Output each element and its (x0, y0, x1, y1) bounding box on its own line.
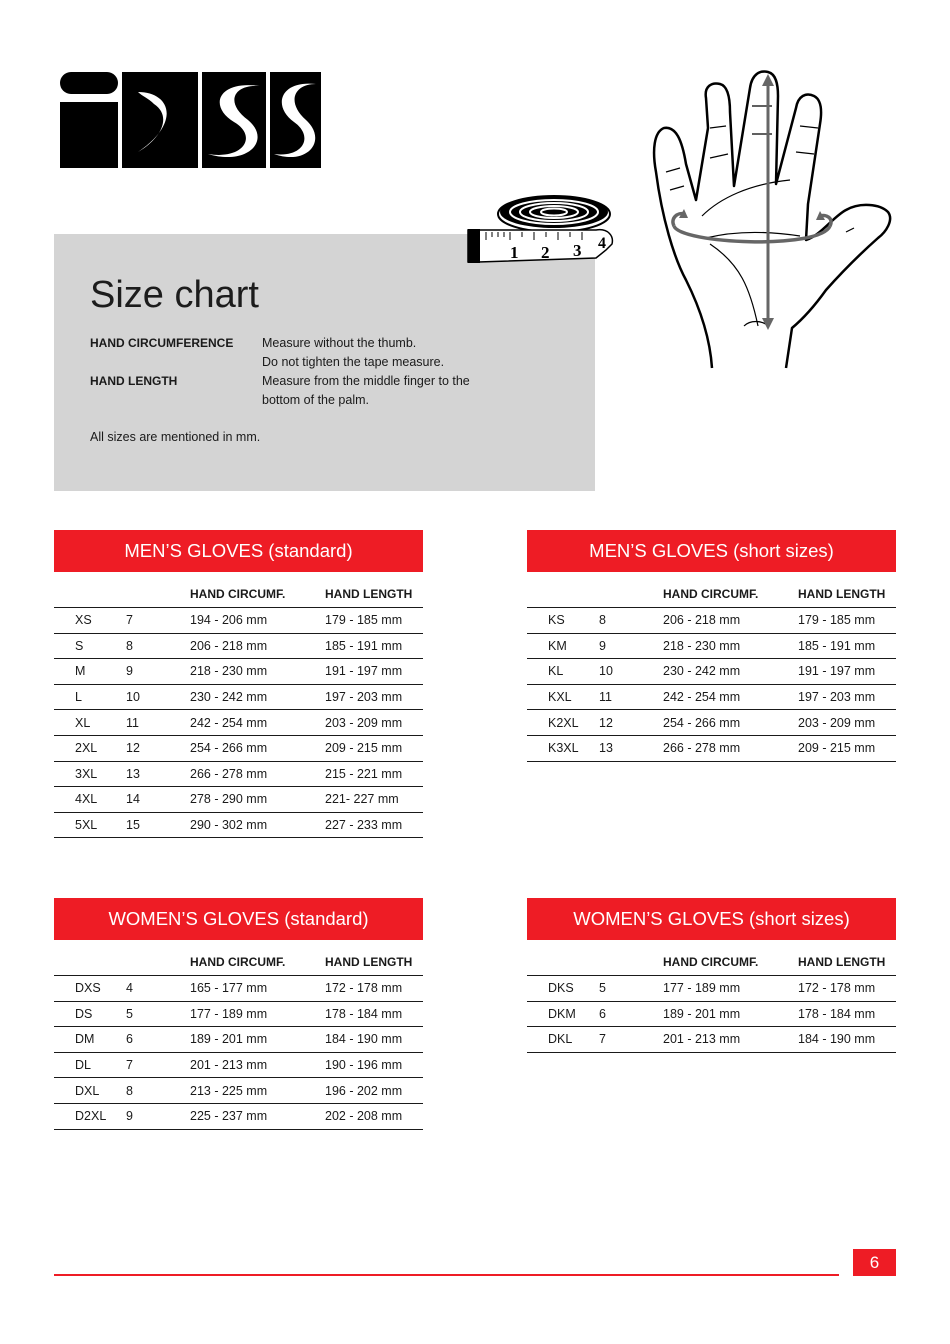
size-number: 7 (126, 613, 133, 628)
size-code: 4XL (75, 792, 98, 807)
tape-number-3: 3 (573, 241, 582, 260)
units-note: All sizes are mentioned in mm. (90, 430, 261, 444)
size-code: DXL (75, 1083, 100, 1098)
size-number: 14 (126, 792, 140, 807)
header-circumference: HAND CIRCUMF. (663, 587, 759, 601)
size-code: 2XL (75, 741, 98, 756)
table-row (54, 736, 423, 762)
table-womens-standard (54, 898, 423, 1130)
size-number: 12 (599, 715, 613, 730)
circumference-value: 230 - 242 mm (190, 690, 268, 705)
size-code: L (75, 690, 82, 705)
length-value: 185 - 191 mm (798, 638, 876, 653)
table-row (54, 787, 423, 813)
size-number: 6 (126, 1032, 133, 1047)
header-circumference: HAND CIRCUMF. (190, 587, 286, 601)
table-row (54, 1104, 423, 1130)
circumference-row (90, 334, 502, 372)
circumference-text-1: Measure without the thumb. (262, 336, 417, 350)
circumference-value: 225 - 237 mm (190, 1109, 268, 1124)
size-number: 10 (599, 664, 613, 679)
table-title: MEN’S GLOVES (standard) (54, 530, 423, 572)
length-value: 203 - 209 mm (798, 715, 876, 730)
table-row (54, 976, 423, 1002)
length-value: 197 - 203 mm (798, 690, 876, 705)
size-number: 7 (599, 1032, 606, 1047)
table-womens-short (527, 898, 896, 1053)
table-row (527, 1027, 896, 1053)
size-code: DKS (548, 981, 574, 996)
circumference-value: 266 - 278 mm (663, 741, 741, 756)
page-number: 6 (853, 1249, 896, 1276)
table-row (54, 1053, 423, 1079)
circumference-value: 201 - 213 mm (190, 1058, 268, 1073)
length-value: 190 - 196 mm (325, 1058, 403, 1073)
tape-number-2: 2 (541, 243, 550, 262)
length-value: 172 - 178 mm (798, 981, 876, 996)
size-code: D2XL (75, 1109, 107, 1124)
header-length: HAND LENGTH (325, 587, 413, 601)
circumference-value: 218 - 230 mm (190, 664, 268, 679)
size-number: 10 (126, 690, 140, 705)
table-row (54, 710, 423, 736)
circumference-value: 201 - 213 mm (663, 1032, 741, 1047)
table-row (54, 813, 423, 839)
table-row (527, 634, 896, 660)
header-circumference: HAND CIRCUMF. (190, 955, 286, 969)
length-value: 178 - 184 mm (798, 1006, 876, 1021)
table-title: MEN’S GLOVES (short sizes) (527, 530, 896, 572)
size-number: 9 (126, 1109, 133, 1124)
size-code: DS (75, 1006, 93, 1021)
table-column-headers (527, 572, 896, 608)
size-code: DKL (548, 1032, 573, 1047)
length-value: 191 - 197 mm (798, 664, 876, 679)
measure-instructions (90, 334, 502, 410)
table-row (527, 608, 896, 634)
tape-measure-icon (466, 192, 616, 266)
size-code: S (75, 638, 84, 653)
table-row (54, 659, 423, 685)
size-number: 9 (126, 664, 133, 679)
size-number: 6 (599, 1006, 606, 1021)
header-circumference: HAND CIRCUMF. (663, 955, 759, 969)
size-number: 11 (126, 715, 139, 730)
circumference-value: 266 - 278 mm (190, 766, 268, 781)
table-row (527, 1002, 896, 1028)
size-code: KS (548, 613, 565, 628)
table-column-headers (54, 940, 423, 976)
size-code: XL (75, 715, 91, 730)
circumference-value: 189 - 201 mm (190, 1032, 268, 1047)
tape-number-1: 1 (510, 243, 519, 262)
table-title: WOMEN’S GLOVES (short sizes) (527, 898, 896, 940)
footer-divider (54, 1274, 839, 1276)
length-value: 227 - 233 mm (325, 818, 403, 833)
length-row (90, 372, 502, 410)
circumference-value: 278 - 290 mm (190, 792, 268, 807)
size-code: DL (75, 1058, 91, 1073)
size-number: 13 (599, 741, 613, 756)
intro-panel (54, 234, 595, 491)
size-number: 9 (599, 638, 606, 653)
size-number: 11 (599, 690, 612, 705)
size-number: 8 (126, 638, 133, 653)
length-value: 196 - 202 mm (325, 1083, 403, 1098)
length-value: 179 - 185 mm (798, 613, 876, 628)
length-text-1: Measure from the middle finger to the (262, 374, 470, 388)
size-code: KM (548, 638, 567, 653)
length-value: 203 - 209 mm (325, 715, 403, 730)
table-row (54, 1027, 423, 1053)
size-code: KXL (548, 690, 572, 705)
length-value: 184 - 190 mm (798, 1032, 876, 1047)
size-number: 12 (126, 741, 140, 756)
size-code: K2XL (548, 715, 579, 730)
size-number: 5 (126, 1006, 133, 1021)
size-code: DM (75, 1032, 95, 1047)
length-value: 209 - 215 mm (325, 741, 403, 756)
header-length: HAND LENGTH (798, 955, 886, 969)
circumference-value: 254 - 266 mm (663, 715, 741, 730)
length-value: 221- 227 mm (325, 792, 399, 807)
header-length: HAND LENGTH (798, 587, 886, 601)
table-row (54, 762, 423, 788)
circumference-value: 230 - 242 mm (663, 664, 741, 679)
circumference-value: 290 - 302 mm (190, 818, 268, 833)
table-row (54, 608, 423, 634)
size-code: M (75, 664, 86, 679)
size-code: 3XL (75, 766, 98, 781)
size-code: DKM (548, 1006, 576, 1021)
size-code: K3XL (548, 741, 579, 756)
circumference-value: 242 - 254 mm (190, 715, 268, 730)
size-code: XS (75, 613, 92, 628)
length-text-2: bottom of the palm. (262, 393, 370, 407)
length-value: 209 - 215 mm (798, 741, 876, 756)
table-mens-standard (54, 530, 423, 838)
circumference-value: 206 - 218 mm (663, 613, 741, 628)
length-value: 215 - 221 mm (325, 766, 403, 781)
circumference-value: 213 - 225 mm (190, 1083, 268, 1098)
size-code: 5XL (75, 818, 98, 833)
circumference-text-2: Do not tighten the tape measure. (262, 355, 445, 369)
size-number: 5 (599, 981, 606, 996)
circumference-value: 189 - 201 mm (663, 1006, 741, 1021)
circumference-value: 218 - 230 mm (663, 638, 741, 653)
size-number: 13 (126, 766, 140, 781)
length-value: 184 - 190 mm (325, 1032, 403, 1047)
size-number: 4 (126, 981, 133, 996)
size-number: 8 (599, 613, 606, 628)
table-row (54, 634, 423, 660)
length-value: 202 - 208 mm (325, 1109, 403, 1124)
circumference-value: 177 - 189 mm (663, 981, 741, 996)
table-column-headers (54, 572, 423, 608)
size-code: KL (548, 664, 564, 679)
size-number: 15 (126, 818, 140, 833)
length-value: 185 - 191 mm (325, 638, 403, 653)
table-mens-short (527, 530, 896, 762)
circumference-value: 194 - 206 mm (190, 613, 268, 628)
circumference-value: 165 - 177 mm (190, 981, 268, 996)
circumference-label: HAND CIRCUMFERENCE (90, 336, 234, 350)
table-row (527, 685, 896, 711)
length-value: 191 - 197 mm (325, 664, 403, 679)
page-title: Size chart (90, 274, 259, 316)
circumference-value: 206 - 218 mm (190, 638, 268, 653)
length-value: 178 - 184 mm (325, 1006, 403, 1021)
tape-number-4: 4 (598, 235, 606, 252)
table-title: WOMEN’S GLOVES (standard) (54, 898, 423, 940)
header-length: HAND LENGTH (325, 955, 413, 969)
table-row (54, 685, 423, 711)
length-value: 179 - 185 mm (325, 613, 403, 628)
circumference-value: 254 - 266 mm (190, 741, 268, 756)
size-code: DXS (75, 981, 101, 996)
length-value: 172 - 178 mm (325, 981, 403, 996)
table-row (54, 1078, 423, 1104)
table-row (527, 659, 896, 685)
table-row (527, 736, 896, 762)
size-number: 7 (126, 1058, 133, 1073)
table-row (54, 1002, 423, 1028)
table-row (527, 976, 896, 1002)
size-number: 8 (126, 1083, 133, 1098)
length-label: HAND LENGTH (90, 374, 178, 388)
ixs-logo (58, 70, 323, 170)
length-value: 197 - 203 mm (325, 690, 403, 705)
hand-measure-icon (640, 68, 900, 378)
table-row (527, 710, 896, 736)
circumference-value: 242 - 254 mm (663, 690, 741, 705)
circumference-value: 177 - 189 mm (190, 1006, 268, 1021)
table-column-headers (527, 940, 896, 976)
